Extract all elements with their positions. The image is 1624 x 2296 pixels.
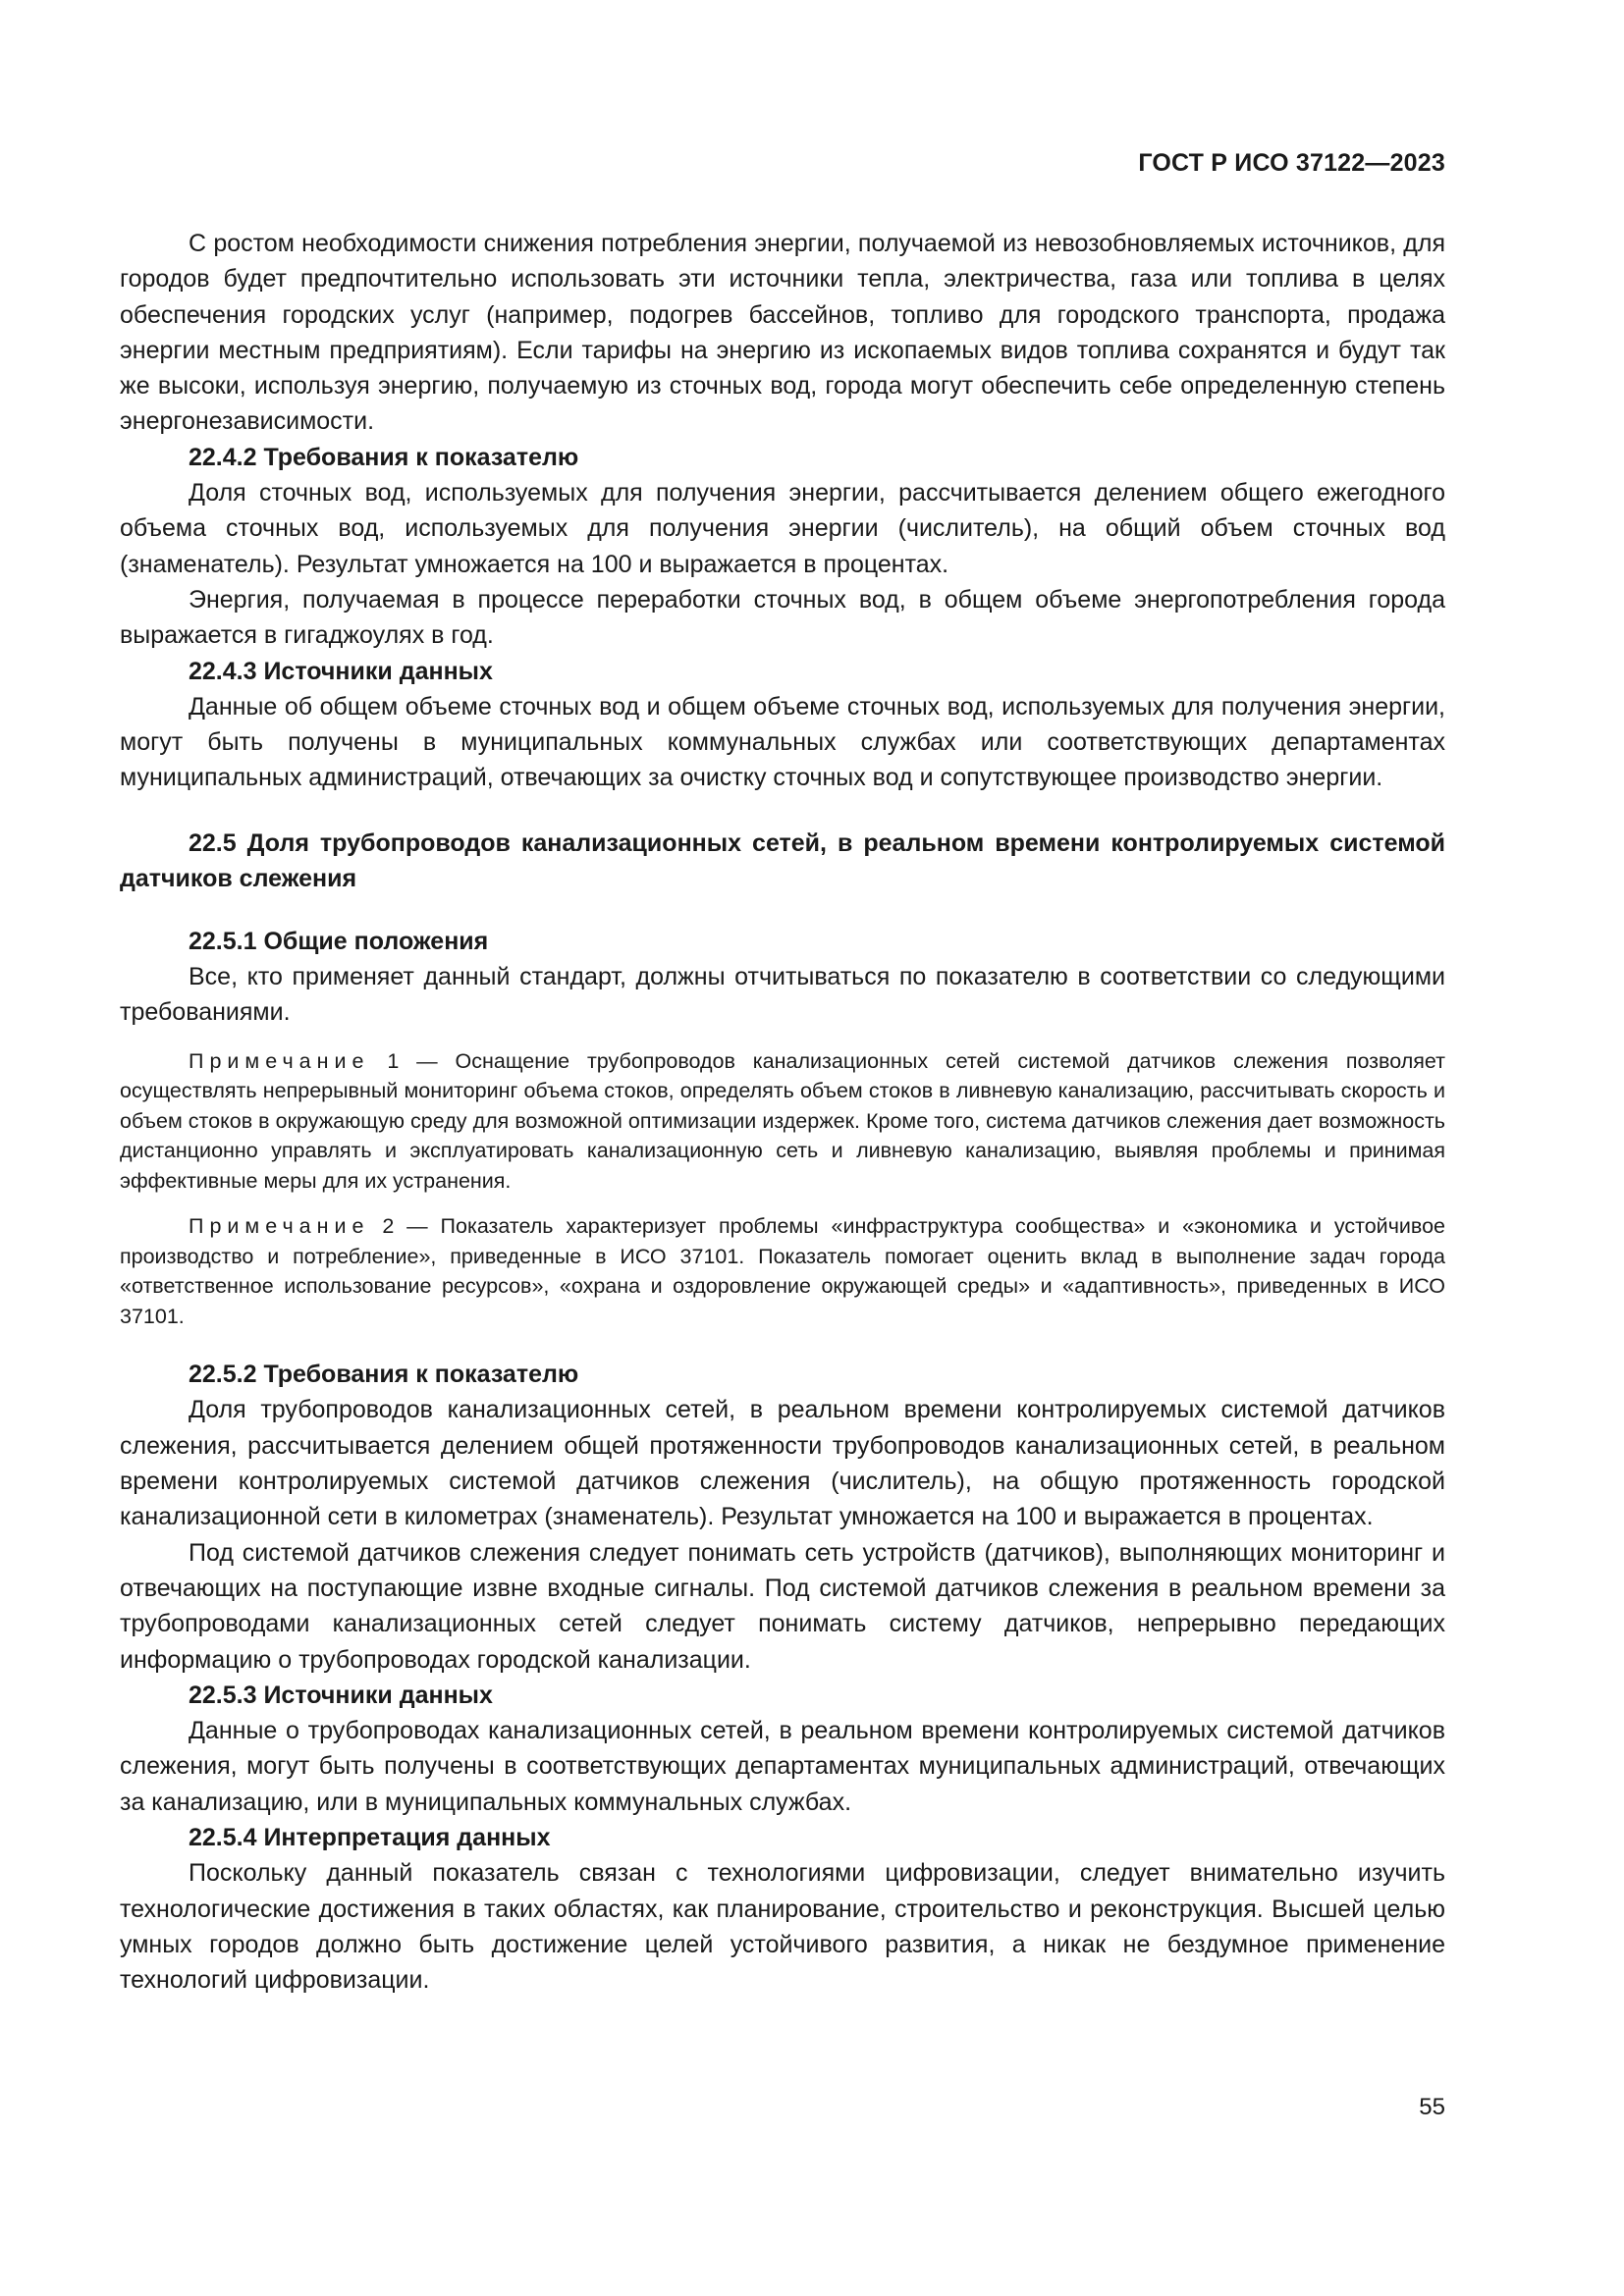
heading-22-4-2: 22.4.2 Требования к показателю [189, 443, 579, 471]
note-1-label: Примечание [189, 1048, 370, 1073]
heading-22-4-3: 22.4.3 Источники данных [189, 657, 493, 685]
paragraph-data-interpretation: Поскольку данный показатель связан с технологиями цифровизации, следует внимательно изучить технологические достижения в таких областях, как планирование, строительство и реконструкция. Высшей целью умных городов должно быть достижение целей устойчивого развития, а никак не бездумное применение технологий цифровизации. [120, 1859, 1445, 1995]
note-2 [120, 1211, 1445, 1331]
note-2-label: Примечание [189, 1214, 370, 1239]
paragraph-data-sources-22-4-3: Данные об общем объеме сточных вод и общем объеме сточных вод, используемых для получения энергии, могут быть получены в муниципальных коммунальных службах или соответствующих департаментах муниципальных администраций, отвечающих за очистку сточных вод и сопутствующее производство энергии. [120, 692, 1445, 792]
paragraph-sensor-definition: Под системой датчиков слежения следует понимать сеть устройств (датчиков), выполняющих мониторинг и отвечающих на поступающие извне входные сигналы. Под системой датчиков слежения в реальном времени за трубопроводами канализационных сетей следует понимать систему датчиков, непрерывно передающих информацию о трубопроводах городской канализации. [120, 1538, 1445, 1674]
heading-22-5-1: 22.5.1 Общие положения [189, 927, 489, 955]
paragraph-general-provisions: Все, кто применяет данный стандарт, должны отчитываться по показателю в соответствии со следующими требованиями. [120, 963, 1445, 1027]
note-1-text: 1 — Оснащение трубопроводов канализационных сетей системой датчиков слежения позволяет осуществлять непрерывный мониторинг объема стоков, определять объем стоков в ливневую канализацию, рассчитывать скорость и объем стоков в окружающую среду для возможной оптимизации издержек. Кроме того, система датчиков слежения дает возможность дистанционно управлять и эксплуатировать канализационную сеть и ливневую канализацию, выявляя проблемы и принимая эффективные меры для их устранения. [120, 1048, 1445, 1193]
heading-22-5-2: 22.5.2 Требования к показателю [189, 1361, 579, 1389]
heading-22-5: 22.5 Доля трубопроводов канализационных сетей, в реальном времени контролируемых системой датчиков слежения [120, 828, 1445, 892]
heading-22-5-4: 22.5.4 Интерпретация данных [189, 1824, 551, 1851]
note-1 [120, 1046, 1445, 1197]
paragraph-wastewater-share: Доля сточных вод, используемых для получения энергии, рассчитывается делением общего ежегодного объема сточных вод, используемых для получения энергии (числитель), на общий объем сточных вод (знаменатель). Результат умножается на 100 и выражается в процентах. [120, 479, 1445, 578]
note-2-text: 2 — Показатель характеризует проблемы «инфраструктура сообщества» и «экономика и устойчивое производство и потребление», приведенные в ИСО 37101. Показатель помогает оценить вклад в выполнение задач города «ответственное использование ресурсов», «охрана и оздоровление окружающей среды» и «адаптивность», приведенных в ИСО 37101. [120, 1214, 1445, 1328]
document-id-header: ГОСТ Р ИСО 37122—2023 [1138, 149, 1445, 177]
page-content [120, 226, 1445, 1998]
page-number: 55 [1419, 2094, 1445, 2120]
paragraph-energy-sources: С ростом необходимости снижения потребления энергии, получаемой из невозобновляемых источников, для городов будет предпочтительно использовать эти источники тепла, электричества, газа или топлива в целях обеспечения городских услуг (например, подогрев бассейнов, топливо для городского транспорта, продажа энергии местным предприятиям). Если тарифы на энергию из ископаемых видов топлива сохранятся и будут так же высоки, используя энергию, получаемую из сточных вод, города могут обеспечить себе определенную степень энергонезависимости. [120, 230, 1445, 436]
paragraph-sensor-share-calc: Доля трубопроводов канализационных сетей, в реальном времени контролируемых системой датчиков слежения, рассчитывается делением общей протяженности трубопроводов канализационных сетей, в реальном времени контролируемых системой датчиков слежения (числитель), на общую протяженность городской канализационной сети в километрах (знаменатель). Результат умножается на 100 и выражается в процентах. [120, 1396, 1445, 1531]
paragraph-data-sources-22-5-3: Данные о трубопроводах канализационных сетей, в реальном времени контролируемых системой датчиков слежения, могут быть получены в соответствующих департаментах муниципальных администраций, отвечающих за канализацию, или в муниципальных коммунальных службах. [120, 1717, 1445, 1816]
heading-22-5-3: 22.5.3 Источники данных [189, 1681, 493, 1709]
paragraph-energy-gigajoules: Энергия, получаемая в процессе переработки сточных вод, в общем объеме энергопотребления города выражается в гигаджоулях в год. [120, 585, 1445, 650]
